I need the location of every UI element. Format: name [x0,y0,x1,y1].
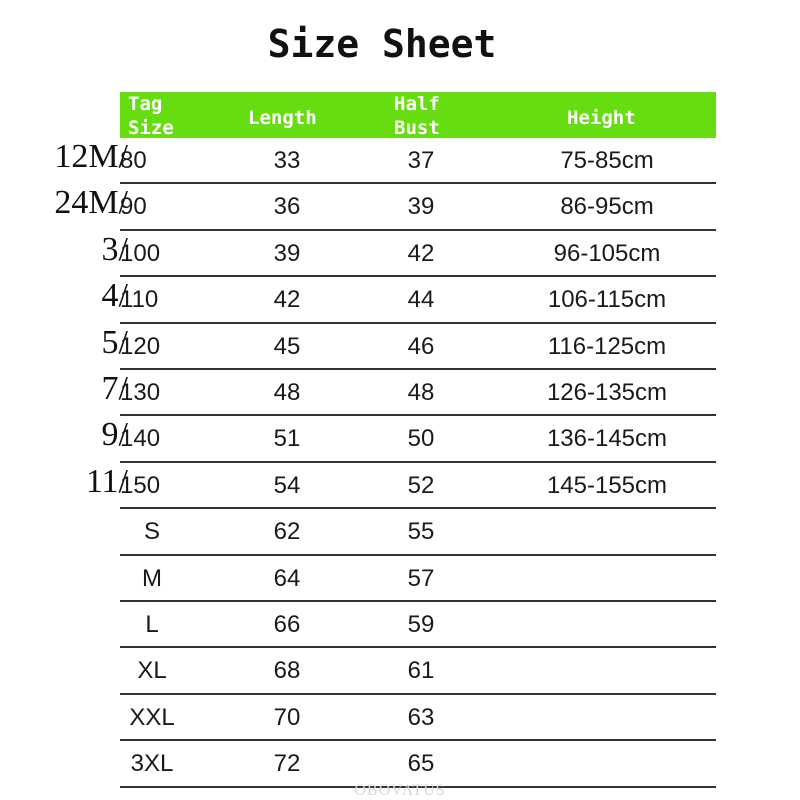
table-row [0,370,800,416]
length-cell: 66 [273,611,301,638]
length-cell: 45 [273,332,301,360]
half-bust-cell: 61 [407,657,435,685]
table-row [0,138,800,184]
half-bust-cell: 65 [407,750,435,778]
tag-size-cell: L [145,611,159,638]
table-row [0,324,800,370]
length-cell: 51 [273,425,301,453]
age-prefix: 12M/ [54,138,128,175]
half-bust-cell: 44 [407,286,435,314]
header-length: Length [248,107,317,129]
header-tag-size [128,92,198,140]
header-tag-line1: Tag [128,93,163,115]
tag-size-cell: 110 [120,286,159,314]
tag-size-cell: 150 [120,471,161,499]
page-title: Size Sheet [267,22,497,66]
half-bust-cell: 63 [407,703,435,731]
length-cell: 54 [273,471,301,499]
table-row [0,416,800,462]
half-bust-cell: 55 [407,518,435,546]
length-cell: 68 [273,657,301,685]
length-cell: 33 [273,147,301,174]
tag-size-cell: XXL [129,703,175,731]
table-row [0,231,800,277]
table-row [0,602,800,648]
tag-size-cell: S [143,518,160,546]
length-cell: 48 [273,379,301,406]
height-cell [520,509,694,555]
table-row [0,695,800,741]
header-tag-line2: Size [128,117,174,139]
age-prefix: 7/ [101,370,128,407]
half-bust-cell: 57 [407,564,435,592]
tag-size-cell: 100 [120,239,161,267]
height-cell: 75-85cm [560,147,654,174]
table-header [120,92,716,138]
half-bust-cell: 50 [407,425,435,453]
half-bust-cell: 37 [407,147,435,174]
tag-size-cell: 3XL [130,750,174,778]
length-cell: 64 [273,564,301,592]
table-row [0,741,800,787]
length-cell: 36 [273,193,301,221]
header-bust-line2: Bust [394,117,440,139]
table-row [0,509,800,555]
length-cell: 70 [273,703,301,731]
half-bust-cell: 42 [407,239,435,267]
height-cell: 126-135cm [546,379,668,406]
half-bust-cell: 46 [407,332,435,360]
header-bust-line1: Half [394,93,440,115]
height-cell [520,602,694,648]
age-prefix: 4/ [101,277,128,315]
height-cell: 106-115cm [547,286,667,314]
tag-size-cell: 130 [120,379,161,406]
header-height: Height [567,107,636,129]
table-row [0,648,800,694]
tag-size-cell: XL [137,657,167,685]
tag-size-cell: 140 [120,425,161,453]
height-cell [520,695,694,741]
age-prefix: 24M/ [54,184,128,222]
table-row [0,184,800,230]
age-prefix: 9/ [101,416,128,454]
age-prefix: 11/ [85,462,128,500]
half-bust-cell: 59 [407,611,435,638]
watermark: OBOVATUS [354,782,446,799]
header-half-bust [394,92,464,140]
tag-size-cell: 80 [120,147,147,174]
height-cell: 86-95cm [560,193,654,221]
length-cell: 42 [273,286,301,314]
tag-size-cell: 120 [120,332,161,360]
length-cell: 39 [273,239,301,267]
age-prefix: 5/ [101,323,128,361]
height-cell: 116-125cm [547,332,667,360]
table-row [0,463,800,509]
height-cell: 136-145cm [546,425,668,453]
age-prefix: 3/ [101,230,128,268]
height-cell [520,556,694,602]
height-cell: 96-105cm [553,239,661,267]
height-cell [520,741,694,787]
length-cell: 72 [273,750,301,778]
height-cell: 145-155cm [546,471,668,499]
table-row [0,556,800,602]
half-bust-cell: 48 [407,379,435,406]
half-bust-cell: 39 [407,193,435,221]
length-cell: 62 [273,518,301,546]
tag-size-cell: 90 [120,193,147,221]
half-bust-cell: 52 [407,471,435,499]
height-cell [520,648,694,694]
table-row [0,277,800,323]
tag-size-cell: M [142,564,162,592]
